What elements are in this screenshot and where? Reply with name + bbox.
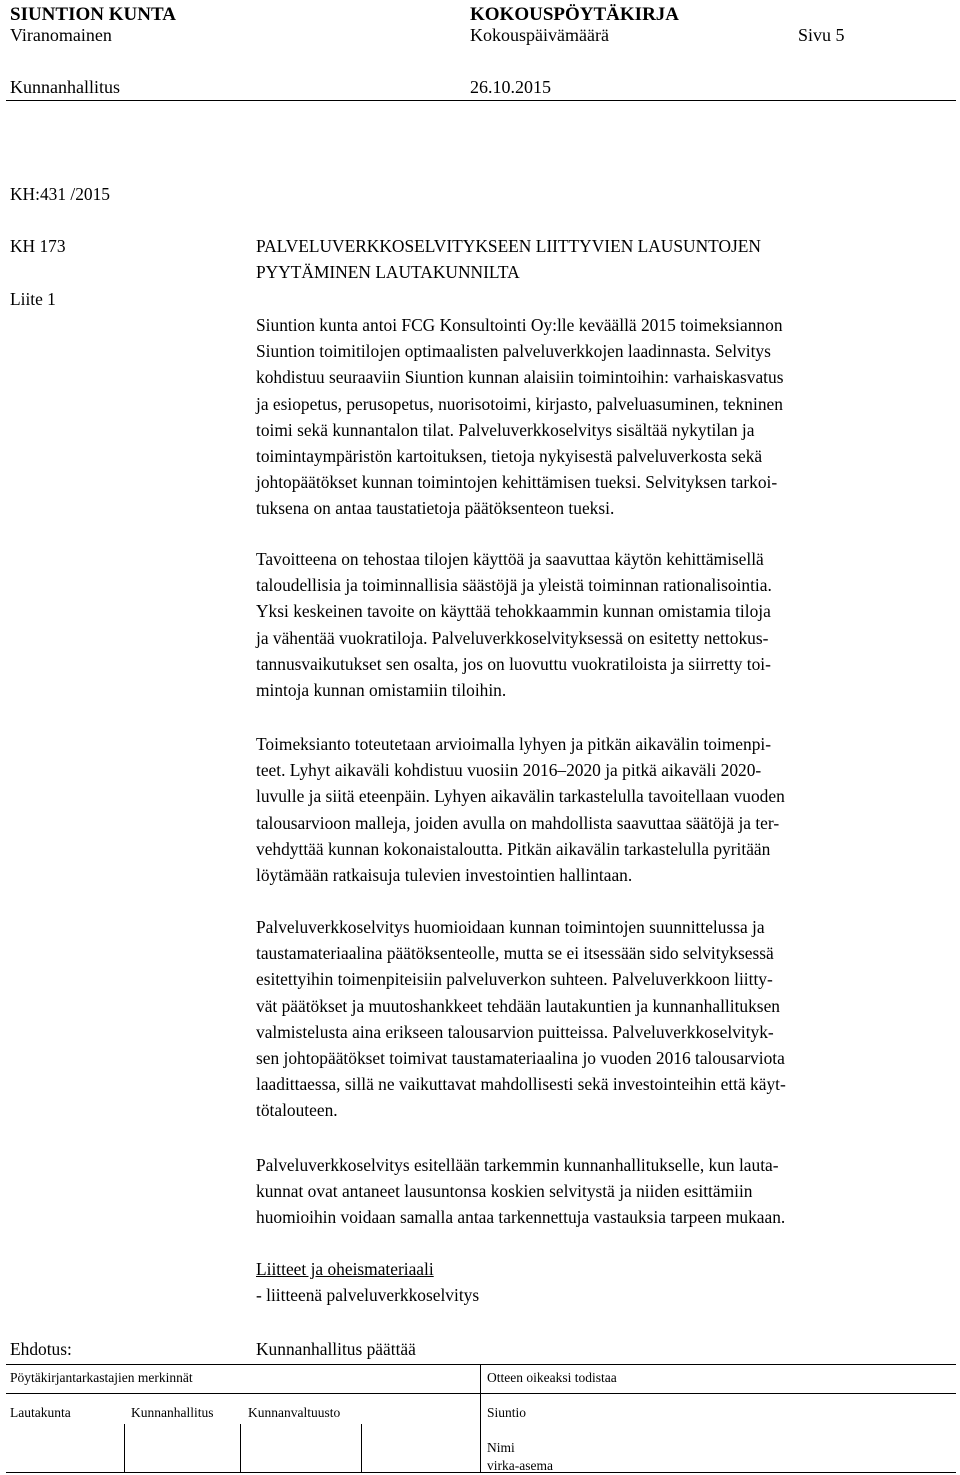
text-line: ja vähentää vuokratiloja. Palveluverkkoselvityksessä on esitetty nettokus- (256, 627, 769, 648)
text-line: kunnat ovat antaneet lausuntonsa koskien selvitystä ja niiden esittämiin (256, 1181, 753, 1202)
certified-label: Otteen oikeaksi todistaa (487, 1370, 617, 1385)
text-line: Palveluverkkoselvitys huomioidaan kunnan toimintojen suunnittelussa ja (256, 917, 765, 937)
paragraph-2 (256, 546, 956, 703)
footer-divider-3 (361, 1424, 362, 1472)
doc-type: KOKOUSPÖYTÄKIRJA (470, 4, 680, 25)
case-title (256, 233, 956, 285)
checkers-label: Pöytäkirjantarkastajien merkinnät (10, 1370, 193, 1385)
header-rule (6, 100, 956, 101)
text-line: sen johtopäätökset toimivat taustamateriaalina jo vuoden 2016 talousarviota (256, 1048, 785, 1069)
text-line: talousarvioon malleja, joiden avulla on mahdollista saavuttaa säätöjä ja ter- (256, 812, 780, 833)
text-line: laadittaessa, sillä ne vaikuttavat mahdollisesti sekä investointeihin että käyt- (256, 1074, 786, 1095)
text-line: taustamateriaalina päätöksenteolle, mutta se ei itsessään sido selvityksessä (256, 943, 774, 964)
text-line: Tavoitteena on tehostaa tilojen käyttöä ja saavuttaa käytön kehittämisellä (256, 549, 764, 569)
footer-title-label: virka-asema (487, 1458, 553, 1473)
paragraph-4 (256, 914, 956, 1124)
authority: Kunnanhallitus (10, 77, 120, 97)
text-line: Toimeksianto toteutetaan arvioimalla lyhyen ja pitkän aikavälin toimenpi- (256, 734, 772, 754)
text-line: toimi sekä kunnantalon tilat. Palveluverkkoselvitys sisältää nykytilan ja (256, 419, 755, 440)
text-line: tötalouteen. (256, 1100, 338, 1121)
text-line: Yksi keskeinen tavoite on käyttää tehokkaammin kunnan omistamia tiloja (256, 601, 771, 622)
text-line: mintoja kunnan omistamiin tiloihin. (256, 680, 507, 701)
proposal-text: Kunnanhallitus päättää (256, 1339, 416, 1359)
text-line: vehdyttää kunnan kokonaistaloutta. Pitkän aikavälin tarkastelulla pyritään (256, 838, 771, 859)
meeting-date: 26.10.2015 (470, 77, 551, 97)
text-line: johtopäätökset kunnan toimintojen kehittämisen tueksi. Selvityksen tarkoi- (256, 472, 778, 493)
paragraph-5 (256, 1152, 956, 1231)
case-title-line: PYYTÄMINEN LAUTAKUNNILTA (256, 262, 520, 283)
section-number: KH 173 (10, 236, 66, 256)
text-line: ja esiopetus, perusopetus, nuorisotoimi, kirjasto, palveluasuminen, tekninen (256, 393, 783, 414)
proposal-label: Ehdotus: (10, 1339, 72, 1359)
footer-divider-1 (124, 1424, 125, 1472)
page-number: Sivu 5 (798, 25, 845, 45)
org-name: SIUNTION KUNTA (10, 4, 176, 25)
case-title-line: PALVELUVERKKOSELVITYKSEEN LIITTYVIEN LAUSUNTOJEN (256, 236, 761, 256)
attachments-section (256, 1256, 956, 1308)
date-label: Kokouspäivämäärä (470, 25, 609, 45)
footer-col-board: Kunnanhallitus (131, 1405, 214, 1420)
attachment-item: - liitteenä palveluverkkoselvitys (256, 1285, 480, 1306)
paragraph-1 (256, 312, 956, 522)
text-line: teet. Lyhyt aikaväli kohdistuu vuosiin 2016–2020 ja pitkä aikaväli 2020- (256, 760, 762, 781)
text-line: löytämään ratkaisuja tulevien investointien hallintaan. (256, 865, 633, 886)
text-line: valmistelusta aina erikseen talousarvion puitteissa. Palveluverkkoselvityk- (256, 1021, 774, 1042)
text-line: tannusvaikutukset sen osalta, jos on luovuttu vuokratiloista ja siirretty toi- (256, 653, 771, 674)
text-line: Siuntion toimitilojen optimaalisten palveluverkkojen laadinnasta. Selvitys (256, 341, 771, 362)
text-line: tuksena on antaa taustatietoja päätöksenteon tueksi. (256, 498, 615, 519)
paragraph-3 (256, 731, 956, 888)
text-line: vät päätökset ja muutoshankkeet tehdään lautakuntien ja kunnanhallituksen (256, 995, 780, 1016)
attachment-label: Liite 1 (10, 289, 56, 309)
text-line: kohdistuu seuraaviin Siuntion kunnan alaisiin toimintoihin: varhaiskasvatus (256, 367, 784, 388)
footer-divider-2 (240, 1424, 241, 1472)
footer-col-council: Kunnanvaltuusto (248, 1405, 341, 1420)
footer-place: Siuntio (487, 1405, 527, 1420)
attachments-heading: Liitteet ja oheismateriaali (256, 1259, 434, 1279)
text-line: Siuntion kunta antoi FCG Konsultointi Oy:lle keväällä 2015 toimeksiannon (256, 315, 783, 335)
text-line: huomioihin voidaan samalla antaa tarkennettuja vastauksia tarpeen mukaan. (256, 1207, 786, 1228)
text-line: Palveluverkkoselvitys esitellään tarkemmin kunnanhallitukselle, kun lauta- (256, 1155, 779, 1175)
authority-label: Viranomainen (10, 25, 112, 45)
footer-name-label: Nimi (487, 1440, 515, 1455)
text-line: luvulle ja siitä eteenpäin. Lyhyen aikavälin tarkastelulla tavoitellaan vuoden (256, 786, 785, 807)
footer-rule-bottom (6, 1472, 956, 1473)
footer-col-committee: Lautakunta (10, 1405, 71, 1420)
text-line: toimintaympäristön kartoituksen, tietoja nykyisestä palveluverkosta sekä (256, 446, 763, 467)
text-line: taloudellisia ja toiminnallisia säästöjä ja yleistä toiminnan rationalisointia. (256, 575, 772, 596)
case-reference: KH:431 /2015 (10, 184, 110, 204)
footer-rule-top (6, 1364, 956, 1365)
footer-divider-main (480, 1364, 481, 1472)
footer-rule-middle (6, 1393, 956, 1394)
text-line: esitettyihin toimenpiteisiin palveluverkon suhteen. Palveluverkkoon liitty- (256, 969, 773, 990)
